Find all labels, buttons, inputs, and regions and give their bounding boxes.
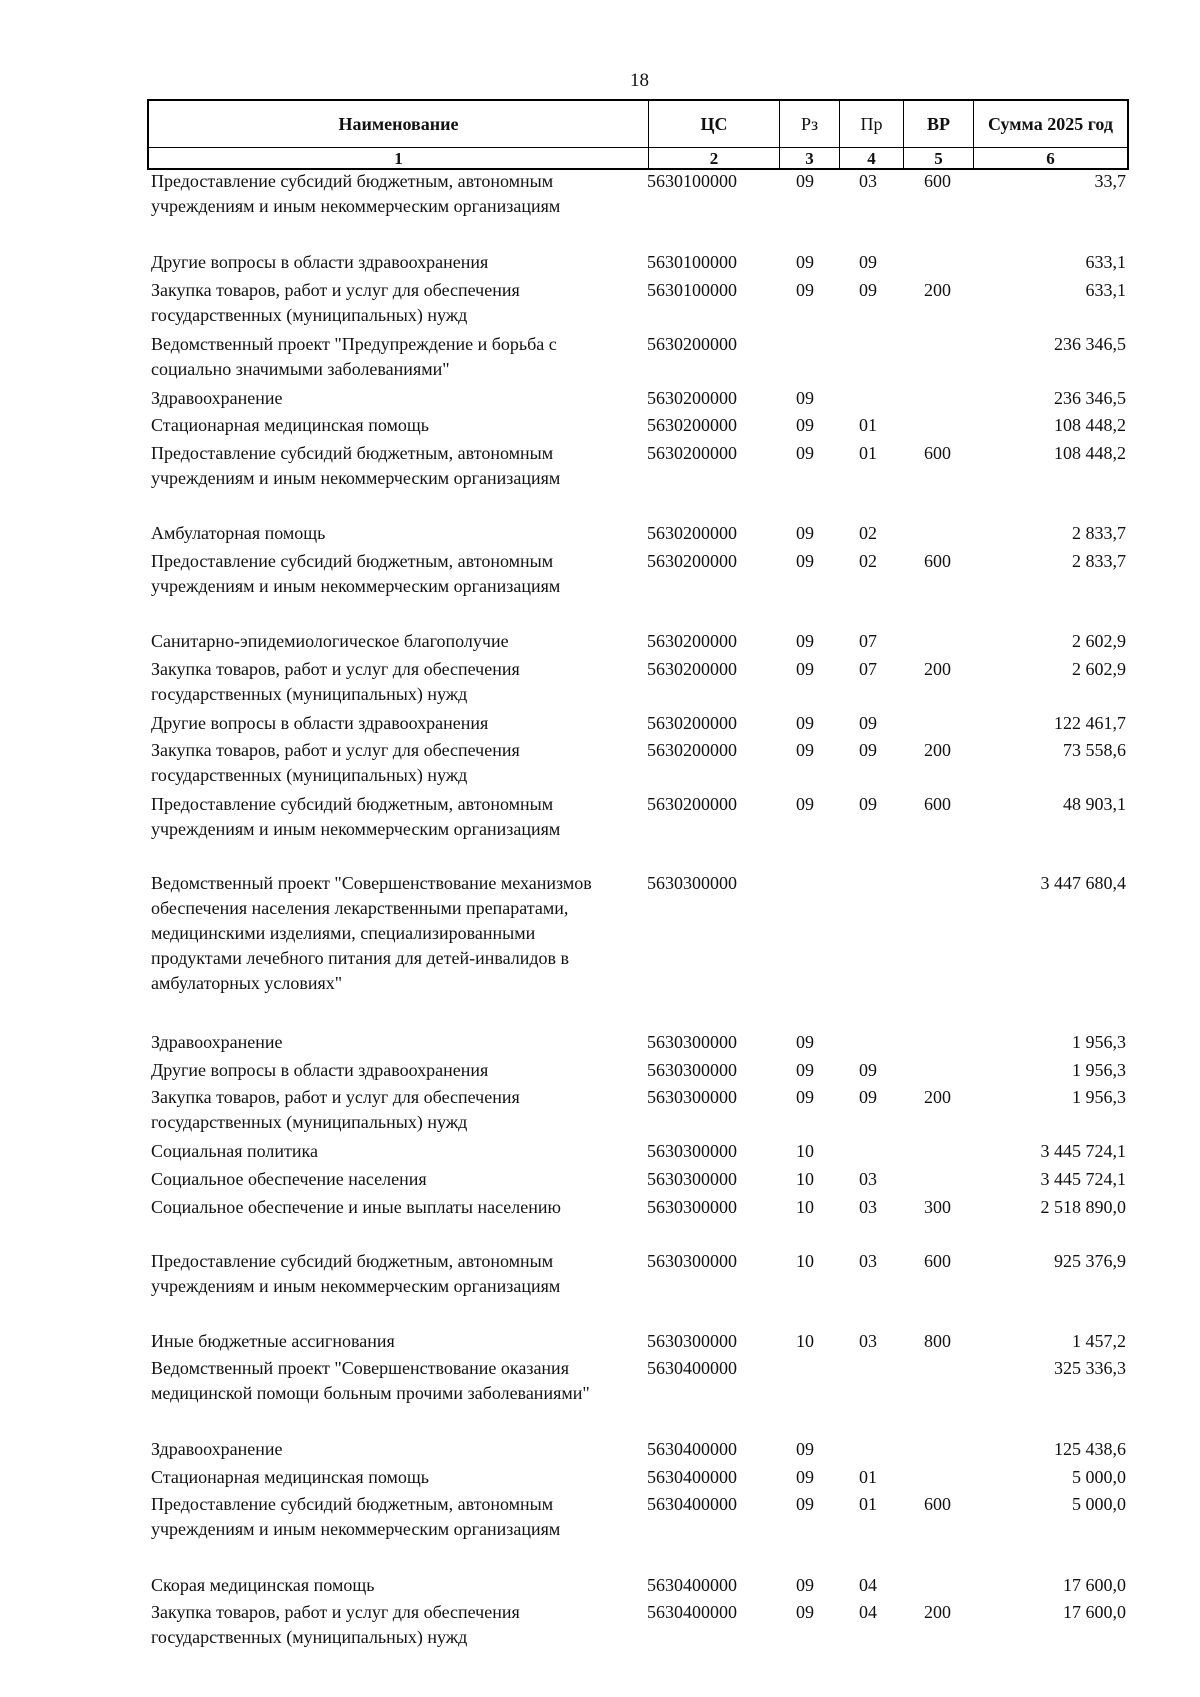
header-pr: Пр (860, 113, 883, 134)
column-number: 2 (709, 149, 719, 168)
header-name: Наименование (338, 113, 459, 134)
row-pr: 09 (859, 740, 877, 760)
row-cs: 5630200000 (647, 415, 737, 435)
row-vr: 600 (924, 551, 951, 571)
row-sum: 17 600,0 (1063, 1602, 1126, 1622)
row-pr: 01 (859, 415, 877, 435)
row-name: Предоставление субсидий бюджетным, автономным учреждениям и иным некоммерческим организациям (151, 1494, 561, 1539)
row-vr: 600 (924, 171, 951, 191)
row-cs: 5630200000 (647, 443, 737, 463)
row-sum: 122 461,7 (1054, 713, 1126, 733)
row-pr: 03 (859, 1197, 877, 1217)
row-sum: 33,7 (1094, 171, 1126, 191)
row-cs: 5630300000 (647, 1032, 737, 1052)
row-sum: 73 558,6 (1063, 740, 1126, 760)
row-cs: 5630300000 (647, 1251, 737, 1271)
row-rz: 09 (796, 443, 814, 463)
row-name: Санитарно-эпидемиологическое благополучие (151, 631, 509, 651)
row-vr: 600 (924, 1494, 951, 1514)
row-rz: 09 (796, 1087, 814, 1107)
row-name: Стационарная медицинская помощь (151, 1467, 429, 1487)
row-sum: 48 903,1 (1063, 794, 1126, 814)
row-name: Здравоохранение (151, 388, 283, 408)
row-sum: 1 956,3 (1072, 1087, 1126, 1107)
row-name: Здравоохранение (151, 1439, 283, 1459)
row-cs: 5630200000 (647, 523, 737, 543)
row-name: Социальная политика (151, 1141, 318, 1161)
row-pr: 01 (859, 1494, 877, 1514)
row-rz: 09 (796, 1602, 814, 1622)
row-cs: 5630300000 (647, 1060, 737, 1080)
row-pr: 04 (859, 1575, 877, 1595)
row-pr: 07 (859, 631, 877, 651)
row-name: Ведомственный проект "Предупреждение и борьба с социально значимыми заболеваниями" (151, 334, 557, 379)
column-number: 5 (934, 149, 943, 168)
row-sum: 1 956,3 (1072, 1032, 1126, 1052)
row-name: Закупка товаров, работ и услуг для обеспечения государственных (муниципальных) нужд (151, 280, 520, 325)
row-pr: 09 (859, 252, 877, 272)
page-number: 18 (630, 70, 649, 91)
row-rz: 10 (796, 1141, 814, 1161)
row-rz: 09 (796, 1575, 814, 1595)
row-name: Закупка товаров, работ и услуг для обеспечения государственных (муниципальных) нужд (151, 740, 520, 785)
row-rz: 09 (796, 1439, 814, 1459)
row-rz: 09 (796, 631, 814, 651)
row-name: Ведомственный проект "Совершенствование оказания медицинской помощи больным прочими заболеваниями" (151, 1358, 590, 1403)
row-sum: 3 445 724,1 (1040, 1169, 1126, 1189)
header-cs: ЦС (700, 113, 728, 134)
row-vr: 200 (924, 740, 951, 760)
row-rz: 10 (796, 1197, 814, 1217)
row-rz: 09 (796, 713, 814, 733)
row-vr: 200 (924, 280, 951, 300)
row-pr: 09 (859, 794, 877, 814)
row-pr: 07 (859, 659, 877, 679)
row-sum: 1 457,2 (1072, 1331, 1126, 1351)
row-name: Социальное обеспечение населения (151, 1169, 427, 1189)
row-cs: 5630400000 (647, 1358, 737, 1378)
row-pr: 03 (859, 1251, 877, 1271)
row-name: Другие вопросы в области здравоохранения (151, 1060, 489, 1080)
row-sum: 236 346,5 (1054, 388, 1126, 408)
row-name: Амбулаторная помощь (151, 523, 326, 543)
row-sum: 5 000,0 (1072, 1467, 1126, 1487)
row-vr: 600 (924, 443, 951, 463)
row-name: Предоставление субсидий бюджетным, автономным учреждениям и иным некоммерческим организациям (151, 1251, 561, 1296)
row-name: Стационарная медицинская помощь (151, 415, 429, 435)
row-rz: 09 (796, 1467, 814, 1487)
row-sum: 125 438,6 (1054, 1439, 1126, 1459)
row-sum: 5 000,0 (1072, 1494, 1126, 1514)
table-header (147, 99, 1129, 170)
row-name: Предоставление субсидий бюджетным, автономным учреждениям и иным некоммерческим организациям (151, 443, 561, 488)
row-name: Здравоохранение (151, 1032, 283, 1052)
row-name: Скорая медицинская помощь (151, 1575, 375, 1595)
row-cs: 5630200000 (647, 551, 737, 571)
row-cs: 5630100000 (647, 171, 737, 191)
row-cs: 5630400000 (647, 1467, 737, 1487)
row-cs: 5630300000 (647, 873, 737, 893)
row-name: Иные бюджетные ассигнования (151, 1331, 395, 1351)
row-cs: 5630200000 (647, 631, 737, 651)
row-cs: 5630200000 (647, 659, 737, 679)
row-pr: 01 (859, 443, 877, 463)
row-name: Закупка товаров, работ и услуг для обеспечения государственных (муниципальных) нужд (151, 1602, 520, 1647)
row-cs: 5630200000 (647, 794, 737, 814)
row-rz: 09 (796, 1060, 814, 1080)
row-name: Предоставление субсидий бюджетным, автономным учреждениям и иным некоммерческим организациям (151, 794, 561, 839)
row-sum: 2 518 890,0 (1040, 1197, 1126, 1217)
row-sum: 1 956,3 (1072, 1060, 1126, 1080)
row-cs: 5630200000 (647, 713, 737, 733)
row-pr: 09 (859, 713, 877, 733)
row-sum: 633,1 (1085, 252, 1126, 272)
column-number: 3 (805, 149, 814, 168)
row-rz: 09 (796, 252, 814, 272)
row-rz: 09 (796, 1494, 814, 1514)
row-cs: 5630200000 (647, 334, 737, 354)
row-sum: 925 376,9 (1054, 1251, 1126, 1271)
row-cs: 5630300000 (647, 1197, 737, 1217)
row-rz: 10 (796, 1169, 814, 1189)
row-sum: 17 600,0 (1063, 1575, 1126, 1595)
row-name: Закупка товаров, работ и услуг для обеспечения государственных (муниципальных) нужд (151, 1087, 520, 1132)
row-rz: 09 (796, 415, 814, 435)
row-pr: 01 (859, 1467, 877, 1487)
row-cs: 5630400000 (647, 1602, 737, 1622)
row-vr: 200 (924, 1087, 951, 1107)
row-cs: 5630100000 (647, 252, 737, 272)
header-rz: Рз (800, 113, 819, 134)
row-sum: 2 602,9 (1072, 659, 1126, 679)
row-sum: 108 448,2 (1054, 443, 1126, 463)
row-sum: 236 346,5 (1054, 334, 1126, 354)
row-vr: 300 (924, 1197, 951, 1217)
row-name: Предоставление субсидий бюджетным, автономным учреждениям и иным некоммерческим организациям (151, 551, 561, 596)
row-name: Другие вопросы в области здравоохранения (151, 252, 489, 272)
row-sum: 2 833,7 (1072, 523, 1126, 543)
row-rz: 09 (796, 1032, 814, 1052)
row-name: Предоставление субсидий бюджетным, автономным учреждениям и иным некоммерческим организациям (151, 171, 561, 216)
row-pr: 02 (859, 551, 877, 571)
row-pr: 02 (859, 523, 877, 543)
row-name: Закупка товаров, работ и услуг для обеспечения государственных (муниципальных) нужд (151, 659, 520, 704)
row-rz: 09 (796, 551, 814, 571)
row-cs: 5630300000 (647, 1141, 737, 1161)
row-pr: 04 (859, 1602, 877, 1622)
header-sum: Сумма 2025 год (987, 113, 1114, 134)
row-sum: 2 833,7 (1072, 551, 1126, 571)
row-sum: 108 448,2 (1054, 415, 1126, 435)
row-cs: 5630300000 (647, 1087, 737, 1107)
row-vr: 600 (924, 1251, 951, 1271)
header-vr: ВР (926, 113, 950, 134)
row-pr: 09 (859, 280, 877, 300)
row-rz: 10 (796, 1251, 814, 1271)
row-sum: 3 447 680,4 (1040, 873, 1126, 893)
row-pr: 03 (859, 171, 877, 191)
row-name: Другие вопросы в области здравоохранения (151, 713, 489, 733)
row-cs: 5630400000 (647, 1575, 737, 1595)
column-number: 4 (867, 149, 876, 168)
row-sum: 633,1 (1085, 280, 1126, 300)
row-pr: 09 (859, 1060, 877, 1080)
column-number: 6 (1046, 149, 1055, 168)
row-rz: 09 (796, 523, 814, 543)
row-rz: 10 (796, 1331, 814, 1351)
row-cs: 5630100000 (647, 280, 737, 300)
row-vr: 800 (924, 1331, 951, 1351)
row-cs: 5630300000 (647, 1169, 737, 1189)
row-rz: 09 (796, 659, 814, 679)
row-name: Ведомственный проект "Совершенствование механизмов обеспечения населения лекарственными препаратами, медицинскими изделиями, специализированными продуктами лечебного питания для детей-инвалидов в амбулаторных условиях" (151, 873, 592, 993)
row-sum: 3 445 724,1 (1040, 1141, 1126, 1161)
row-rz: 09 (796, 794, 814, 814)
row-vr: 200 (924, 1602, 951, 1622)
row-pr: 03 (859, 1331, 877, 1351)
row-cs: 5630200000 (647, 388, 737, 408)
row-rz: 09 (796, 280, 814, 300)
column-number: 1 (394, 149, 403, 168)
row-rz: 09 (796, 740, 814, 760)
row-rz: 09 (796, 388, 814, 408)
row-cs: 5630400000 (647, 1494, 737, 1514)
row-vr: 600 (924, 794, 951, 814)
row-sum: 325 336,3 (1054, 1358, 1126, 1378)
row-pr: 03 (859, 1169, 877, 1189)
row-sum: 2 602,9 (1072, 631, 1126, 651)
row-rz: 09 (796, 171, 814, 191)
row-pr: 09 (859, 1087, 877, 1107)
row-vr: 200 (924, 659, 951, 679)
row-cs: 5630400000 (647, 1439, 737, 1459)
row-cs: 5630300000 (647, 1331, 737, 1351)
row-name: Социальное обеспечение и иные выплаты населению (151, 1197, 561, 1217)
row-cs: 5630200000 (647, 740, 737, 760)
